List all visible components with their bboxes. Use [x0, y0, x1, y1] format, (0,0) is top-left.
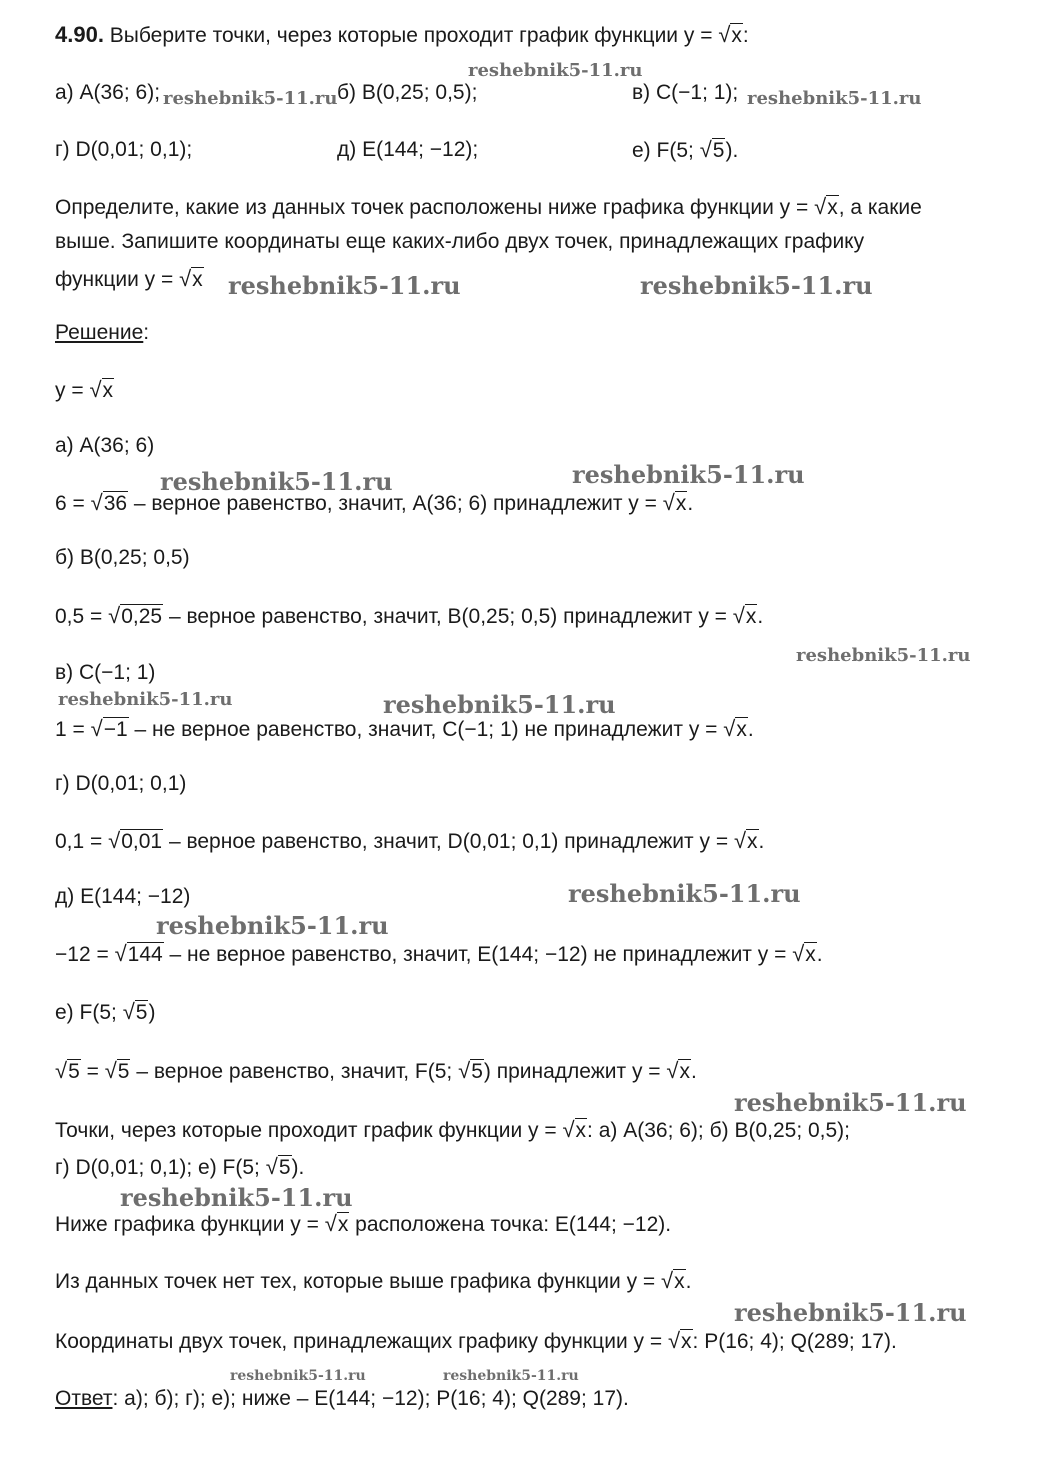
case-a-head: а) A(36; 6)	[55, 434, 155, 457]
watermark: reshebnik5-11.ru	[572, 460, 805, 489]
watermark: reshebnik5-11.ru	[383, 690, 616, 719]
watermark: reshebnik5-11.ru	[443, 1368, 579, 1384]
answer-line: Ответ: а); б); г); е); ниже – E(144; −12); P(16; 4); Q(289; 17).	[55, 1387, 629, 1410]
task-line-3: функции y = √x	[55, 266, 203, 291]
points-line-2: г) D(0,01; 0,1); е) F(5; √5).	[55, 1154, 305, 1179]
case-e-head: д) E(144; −12)	[55, 885, 191, 908]
task-line-2: выше. Запишите координаты еще каких-либо двух точек, принадлежащих графику	[55, 230, 865, 253]
option-b: б) B(0,25; 0,5);	[337, 81, 478, 104]
case-b-line: 0,5 = √0,25 – верное равенство, значит, B(0,25; 0,5) принадлежит y = √x.	[55, 603, 764, 628]
problem-line: 4.90. Выберите точки, через которые проходит график функции y = √x:	[55, 22, 749, 47]
option-c: в) C(−1; 1);	[632, 81, 739, 104]
watermark: reshebnik5-11.ru	[120, 1183, 353, 1212]
watermark: reshebnik5-11.ru	[640, 271, 873, 300]
watermark: reshebnik5-11.ru	[734, 1298, 967, 1327]
problem-number: 4.90.	[55, 22, 104, 47]
watermark: reshebnik5-11.ru	[163, 88, 338, 109]
y-equals-sqrt-x: y = √x	[55, 377, 114, 402]
watermark: reshebnik5-11.ru	[468, 60, 643, 81]
watermark: reshebnik5-11.ru	[796, 645, 971, 666]
task-line-1: Определите, какие из данных точек расположены ниже графика функции y = √x, а какие	[55, 194, 922, 219]
watermark: reshebnik5-11.ru	[58, 689, 233, 710]
option-f: е) F(5; √5).	[632, 137, 739, 162]
case-d-head: г) D(0,01; 0,1)	[55, 772, 187, 795]
case-f-line: √5 = √5 – верное равенство, значит, F(5; √5) принадлежит y = √x.	[55, 1058, 697, 1083]
solution-heading: Решение:	[55, 321, 150, 344]
option-d: г) D(0,01; 0,1);	[55, 138, 193, 161]
case-d-line: 0,1 = √0,01 – верное равенство, значит, D(0,01; 0,1) принадлежит y = √x.	[55, 828, 765, 853]
watermark: reshebnik5-11.ru	[734, 1088, 967, 1117]
watermark: reshebnik5-11.ru	[747, 88, 922, 109]
above-line: Из данных точек нет тех, которые выше графика функции y = √x.	[55, 1268, 692, 1293]
problem-intro: Выберите точки, через которые проходит график функции y =	[109, 24, 713, 47]
case-e-line: −12 = √144 – не верное равенство, значит, E(144; −12) не принадлежит y = √x.	[55, 941, 823, 966]
case-c-line: 1 = √−1 – не верное равенство, значит, C(−1; 1) не принадлежит y = √x.	[55, 716, 754, 741]
watermark: reshebnik5-11.ru	[156, 911, 389, 940]
watermark: reshebnik5-11.ru	[228, 271, 461, 300]
case-f-head: е) F(5; √5)	[55, 999, 156, 1024]
points-line-1: Точки, через которые проходит график функции y = √x: а) A(36; 6); б) B(0,25; 0,5);	[55, 1117, 851, 1142]
coords-line: Координаты двух точек, принадлежащих графику функции y = √x: P(16; 4); Q(289; 17).	[55, 1328, 897, 1353]
sqrt-x: √x	[718, 22, 742, 47]
case-a-line: 6 = √36 – верное равенство, значит, A(36; 6) принадлежит y = √x.	[55, 490, 694, 515]
below-line: Ниже графика функции y = √x расположена точка: E(144; −12).	[55, 1211, 672, 1236]
case-c-head: в) C(−1; 1)	[55, 661, 156, 684]
option-e: д) E(144; −12);	[337, 138, 479, 161]
watermark: reshebnik5-11.ru	[160, 467, 393, 496]
case-b-head: б) B(0,25; 0,5)	[55, 546, 190, 569]
option-a: а) A(36; 6);	[55, 81, 161, 104]
watermark: reshebnik5-11.ru	[568, 879, 801, 908]
watermark: reshebnik5-11.ru	[230, 1368, 366, 1384]
